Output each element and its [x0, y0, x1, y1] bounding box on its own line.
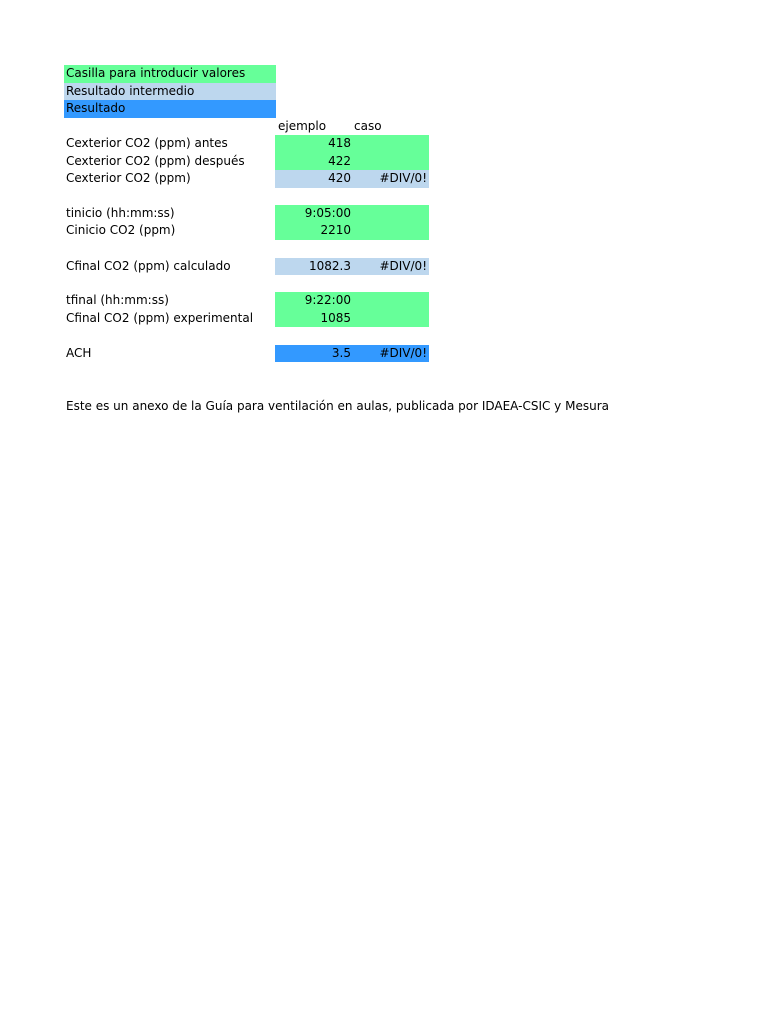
column-header-caso: caso: [354, 118, 382, 133]
ach-ejemplo-result[interactable]: 3.5: [275, 345, 354, 363]
tfinal-ejemplo-input[interactable]: 9:22:00: [275, 292, 354, 310]
tinicio-caso-input[interactable]: [354, 205, 429, 223]
cexterior-despues-caso-input[interactable]: [354, 153, 429, 171]
cexterior-antes-ejemplo-input[interactable]: 418: [275, 135, 354, 153]
cfinal-calculado-caso-value[interactable]: #DIV/0!: [354, 258, 429, 276]
cexterior-antes-caso-input[interactable]: [354, 135, 429, 153]
row-label-cinicio: Cinicio CO2 (ppm): [66, 223, 176, 237]
cfinal-experimental-caso-input[interactable]: [354, 310, 429, 328]
legend-input-cell[interactable]: Casilla para introducir valores: [64, 65, 276, 83]
cexterior-despues-ejemplo-input[interactable]: 422: [275, 153, 354, 171]
legend-intermediate-cell[interactable]: Resultado intermedio: [64, 83, 276, 101]
column-header-ejemplo: ejemplo: [278, 118, 327, 133]
cinicio-ejemplo-input[interactable]: 2210: [275, 222, 354, 240]
row-label-cexterior-antes: Cexterior CO2 (ppm) antes: [66, 136, 228, 150]
row-label-cexterior-despues: Cexterior CO2 (ppm) después: [66, 153, 245, 168]
row-label-tinicio: tinicio (hh:mm:ss): [66, 205, 175, 220]
footnote-text: Este es un anexo de la Guía para ventilación en aulas, publicada por IDAEA-CSIC y Mesura: [66, 399, 609, 413]
row-label-tfinal: tfinal (hh:mm:ss): [66, 293, 169, 307]
cfinal-calculado-ejemplo-value[interactable]: 1082.3: [275, 258, 354, 276]
ach-caso-result[interactable]: #DIV/0!: [354, 345, 429, 363]
legend-result-cell[interactable]: Resultado: [64, 100, 276, 118]
row-label-cfinal-calculado: Cfinal CO2 (ppm) calculado: [66, 258, 231, 273]
cfinal-experimental-ejemplo-input[interactable]: 1085: [275, 310, 354, 328]
row-label-ach: ACH: [66, 345, 92, 360]
cexterior-caso-value[interactable]: #DIV/0!: [354, 170, 429, 188]
tfinal-caso-input[interactable]: [354, 292, 429, 310]
tinicio-ejemplo-input[interactable]: 9:05:00: [275, 205, 354, 223]
cexterior-ejemplo-value[interactable]: 420: [275, 170, 354, 188]
row-label-cexterior: Cexterior CO2 (ppm): [66, 171, 191, 185]
row-label-cfinal-experimental: Cfinal CO2 (ppm) experimental: [66, 310, 254, 325]
cinicio-caso-input[interactable]: [354, 222, 429, 240]
